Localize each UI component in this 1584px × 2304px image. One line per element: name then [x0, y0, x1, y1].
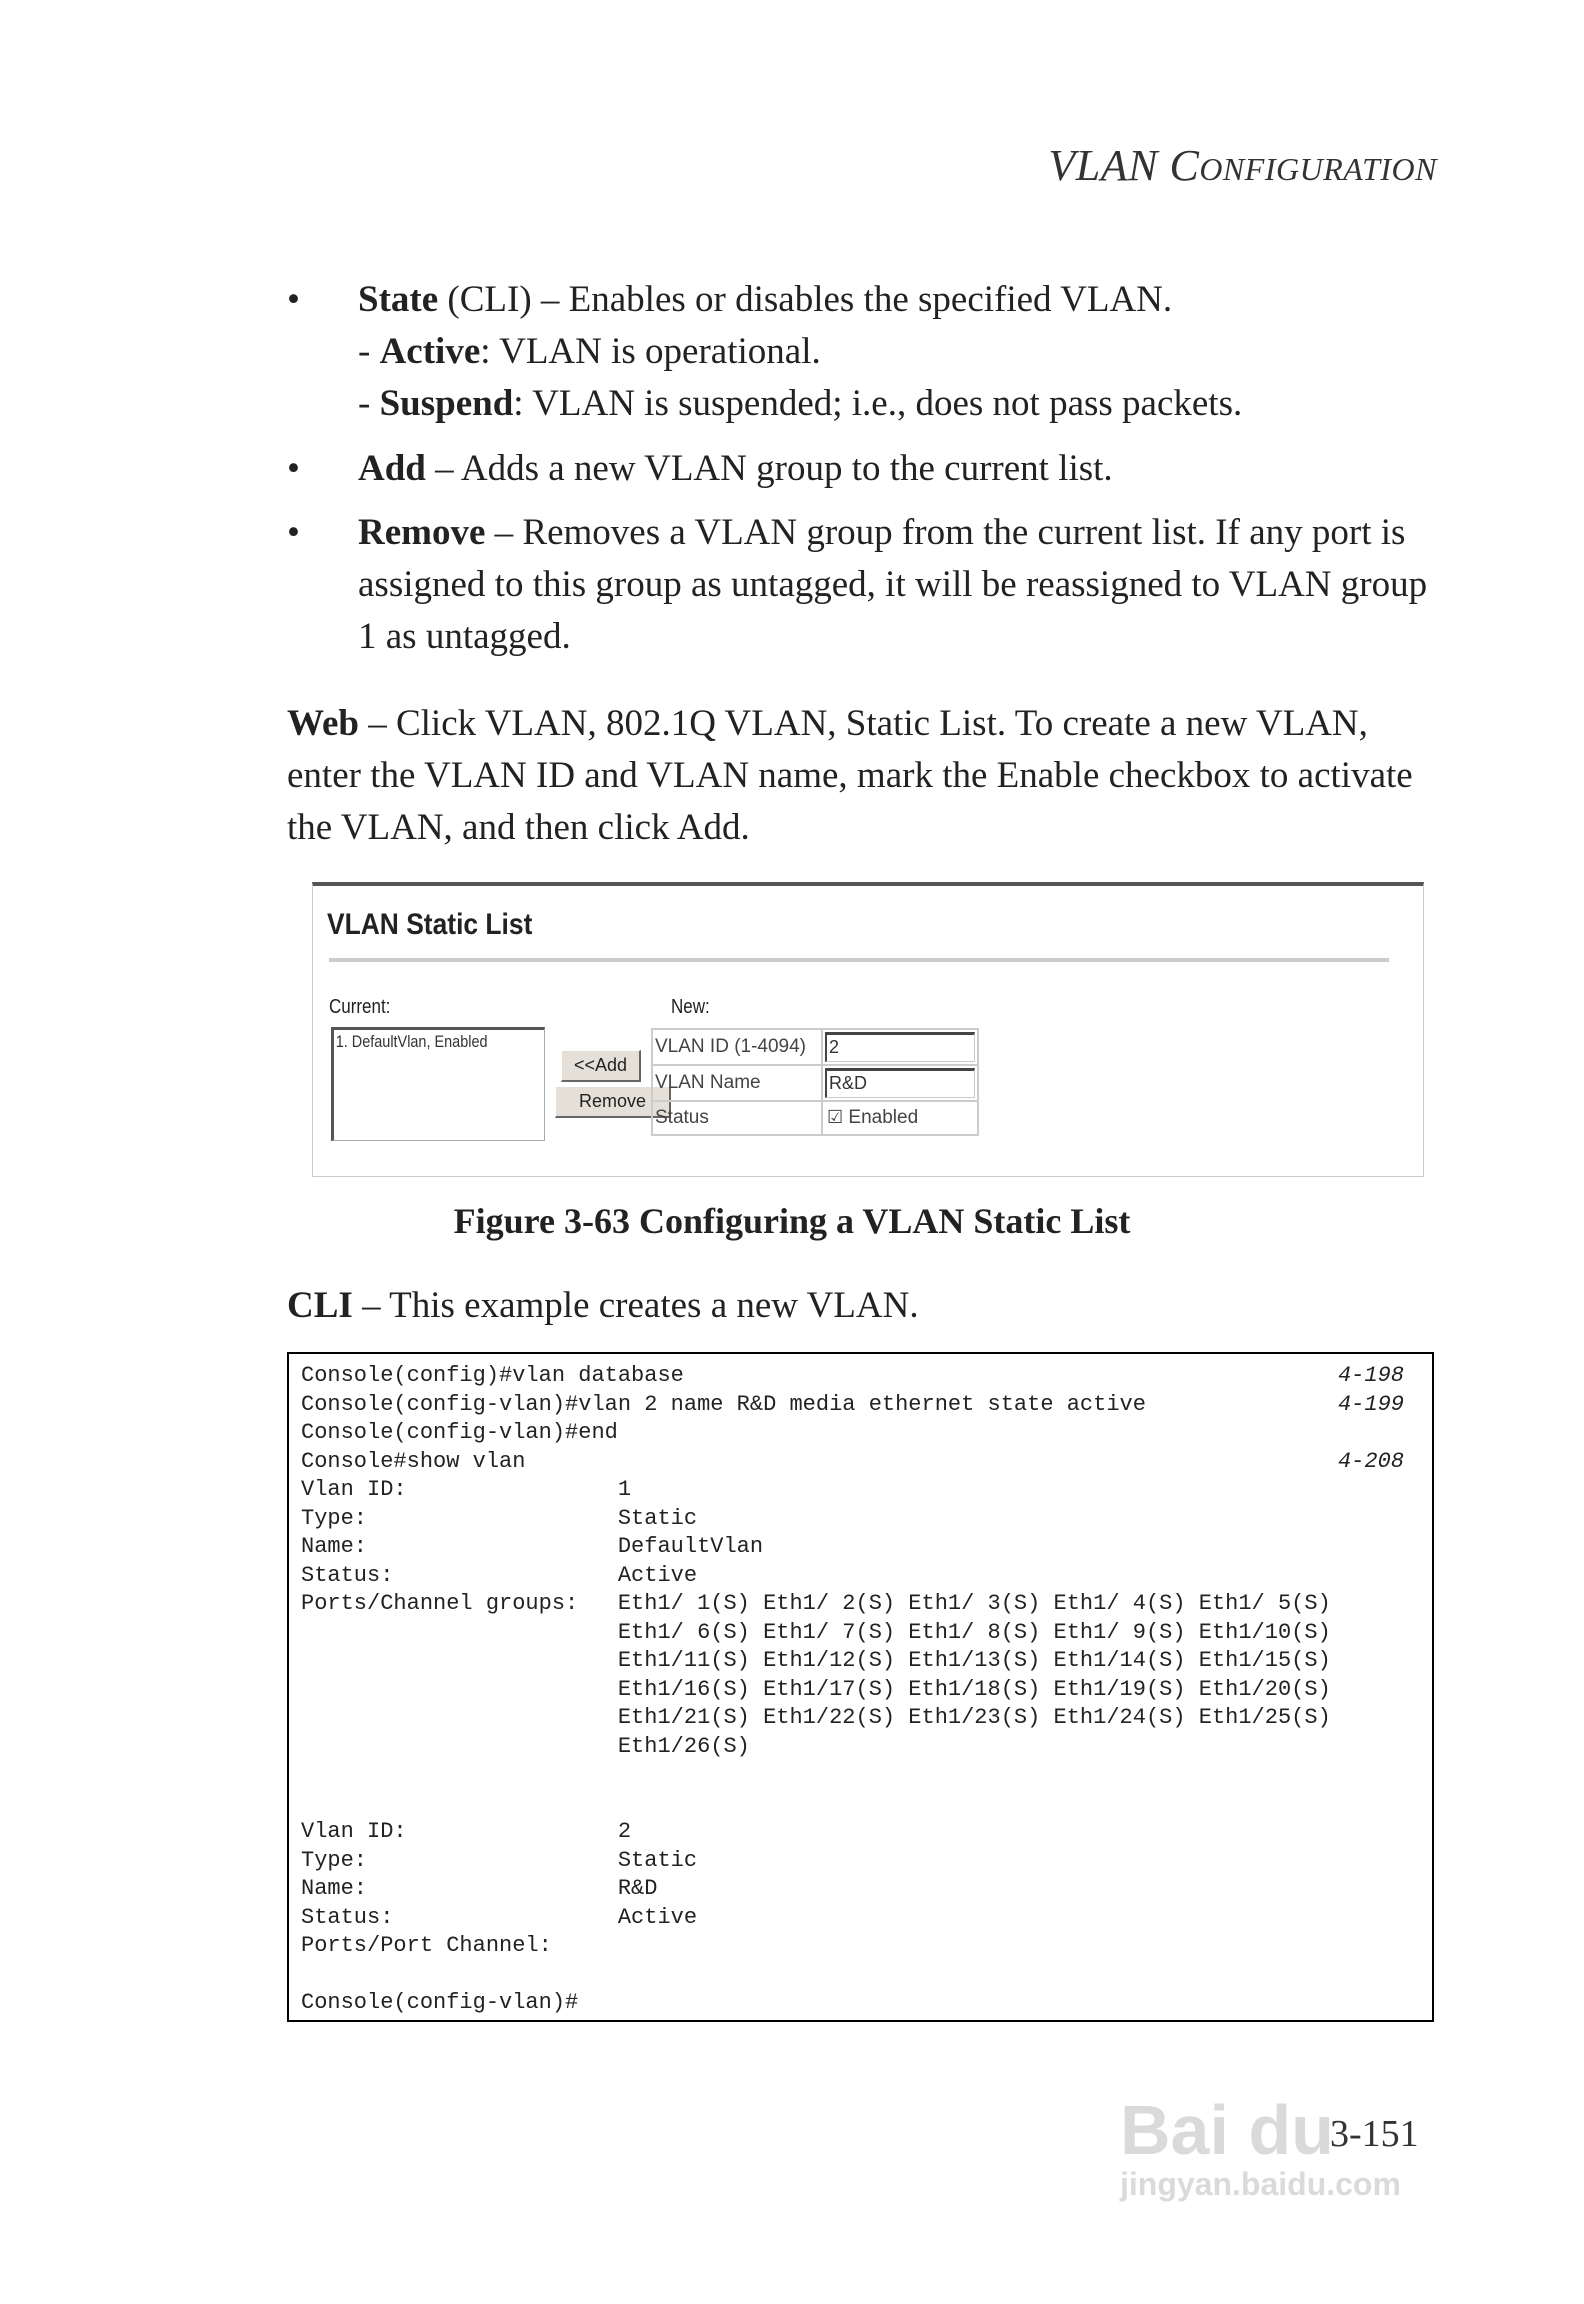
vlan-id-label: VLAN ID (1-4094) — [652, 1029, 822, 1065]
code-text: Type: Static — [301, 1847, 698, 1873]
term: State — [358, 279, 439, 320]
code-text: Vlan ID: 1 — [301, 1477, 632, 1502]
code-line — [301, 1419, 1432, 1448]
code-text: Console(config)#vlan database — [301, 1363, 684, 1388]
code-text: Console(config-vlan)#end — [301, 1420, 618, 1445]
current-vlan-list[interactable] — [331, 1027, 545, 1141]
title-divider — [329, 958, 1389, 962]
code-text: Name: R&D — [301, 1876, 658, 1901]
watermark-url: jingyan.baidu.com — [1120, 2166, 1401, 2202]
header-text: VLAN C — [1048, 141, 1200, 190]
code-text: Console(config-vlan)# — [301, 1990, 579, 2015]
code-text: Eth1/11(S) Eth1/12(S) Eth1/13(S) Eth1/14(S) Eth1/15(S) — [301, 1648, 1331, 1673]
code-line — [301, 1647, 1432, 1676]
web-paragraph — [287, 698, 1437, 854]
code-text: Vlan ID: 2 — [301, 1819, 632, 1844]
term: Suspend — [379, 383, 514, 424]
code-text: Name: DefaultVlan — [301, 1534, 764, 1559]
code-line — [301, 1448, 1432, 1477]
code-text: Status: Active — [301, 1562, 698, 1588]
code-text: Eth1/ 6(S) Eth1/ 7(S) Eth1/ 8(S) Eth1/ 9(S) Eth1/10(S) — [301, 1619, 1331, 1645]
remove-button[interactable]: Remove — [555, 1086, 671, 1118]
desc: – Click VLAN, 802.1Q VLAN, Static List. To create a new VLAN, enter the VLAN ID and VLAN name, mark the Enable checkbox to activate the VLAN, and then click Add. — [287, 703, 1413, 848]
add-button[interactable]: <<Add — [561, 1050, 641, 1082]
cli-paragraph — [287, 1280, 1437, 1332]
code-line — [301, 1875, 1432, 1904]
status-label: Status — [652, 1101, 822, 1135]
desc: : VLAN is suspended; i.e., does not pass packets. — [513, 383, 1243, 424]
desc: – Removes a VLAN group from the current list. If any port is assigned to this group as untagged, it will be reassigned to VLAN group 1 as untagged. — [358, 512, 1428, 657]
list-item[interactable]: 1. DefaultVlan, Enabled — [335, 1032, 488, 1051]
running-header — [1048, 140, 1437, 191]
term: Remove — [358, 512, 486, 553]
page-number: 3-151 — [1330, 2113, 1419, 2155]
code-line — [301, 1391, 1432, 1420]
watermark-logo: Bai du — [1120, 2091, 1334, 2169]
cli-code-block — [287, 1352, 1434, 2022]
code-line — [301, 1761, 1432, 1790]
figure-title: VLAN Static List — [327, 908, 533, 941]
page-reference: 4-199 — [1337, 1391, 1404, 1417]
code-text: Ports/Channel groups: Eth1/ 1(S) Eth1/ 2(S) Eth1/ 3(S) Eth1/ 4(S) Eth1/ 5(S) — [301, 1591, 1331, 1616]
code-line — [301, 1961, 1432, 1990]
code-line — [301, 1619, 1432, 1648]
code-line — [301, 1362, 1432, 1391]
code-line — [301, 1704, 1432, 1733]
code-line — [301, 1790, 1432, 1819]
code-text: Status: Active — [301, 1904, 698, 1930]
dash: - — [358, 331, 380, 372]
code-text: Eth1/16(S) Eth1/17(S) Eth1/18(S) Eth1/19(S) Eth1/20(S) — [301, 1676, 1331, 1702]
code-line — [301, 1733, 1432, 1762]
term: Add — [358, 448, 426, 489]
desc: : VLAN is operational. — [480, 331, 821, 372]
code-line — [301, 1932, 1432, 1961]
desc: – Adds a new VLAN group to the current list. — [425, 448, 1113, 489]
bullet-icon: • — [287, 448, 300, 489]
term: Web — [287, 703, 359, 744]
vlan-id-input[interactable]: 2 — [825, 1032, 975, 1062]
code-line — [301, 1989, 1432, 2018]
desc: (CLI) – Enables or disables the specified VLAN. — [438, 279, 1173, 320]
code-text: Eth1/21(S) Eth1/22(S) Eth1/23(S) Eth1/24(S) Eth1/25(S) — [301, 1705, 1331, 1730]
term: Active — [379, 331, 481, 372]
desc: – This example creates a new VLAN. — [352, 1285, 919, 1326]
enabled-checkbox[interactable]: ☑ — [827, 1107, 844, 1127]
code-line — [301, 1818, 1432, 1847]
code-line — [301, 1562, 1432, 1591]
bullet-icon: • — [287, 279, 300, 320]
page-reference: 4-208 — [1337, 1448, 1404, 1474]
code-line — [301, 1847, 1432, 1876]
code-line — [301, 1476, 1432, 1505]
figure-caption: Figure 3-63 Configuring a VLAN Static List — [453, 1201, 1131, 1241]
baidu-watermark — [1120, 2090, 1401, 2203]
bullet-state — [287, 274, 1437, 430]
current-label: Current: — [329, 996, 391, 1018]
code-line — [301, 1505, 1432, 1534]
code-text: Type: Static — [301, 1505, 698, 1531]
code-line — [301, 1904, 1432, 1933]
code-text: Console#show vlan — [301, 1448, 526, 1474]
code-text: Console(config-vlan)#vlan 2 name R&D media ethernet state active — [301, 1391, 1146, 1417]
bullet-add — [287, 443, 1437, 495]
dash: - — [358, 383, 380, 424]
code-text: Eth1/26(S) — [301, 1733, 750, 1759]
vlan-name-label: VLAN Name — [652, 1065, 822, 1101]
bullet-icon: • — [287, 512, 300, 553]
new-vlan-form — [651, 1028, 979, 1136]
vlan-static-list-figure — [312, 882, 1424, 1177]
code-line — [301, 1676, 1432, 1705]
term: CLI — [287, 1285, 353, 1326]
header-smallcaps: ONFIGURATION — [1199, 151, 1437, 187]
vlan-name-input[interactable]: R&D — [825, 1068, 975, 1098]
code-line — [301, 1533, 1432, 1562]
bullet-remove — [287, 507, 1437, 663]
new-label: New: — [671, 996, 710, 1018]
page-reference: 4-198 — [1337, 1363, 1404, 1388]
code-line — [301, 1590, 1432, 1619]
enabled-label: Enabled — [848, 1107, 919, 1128]
code-text: Ports/Port Channel: — [301, 1933, 552, 1958]
